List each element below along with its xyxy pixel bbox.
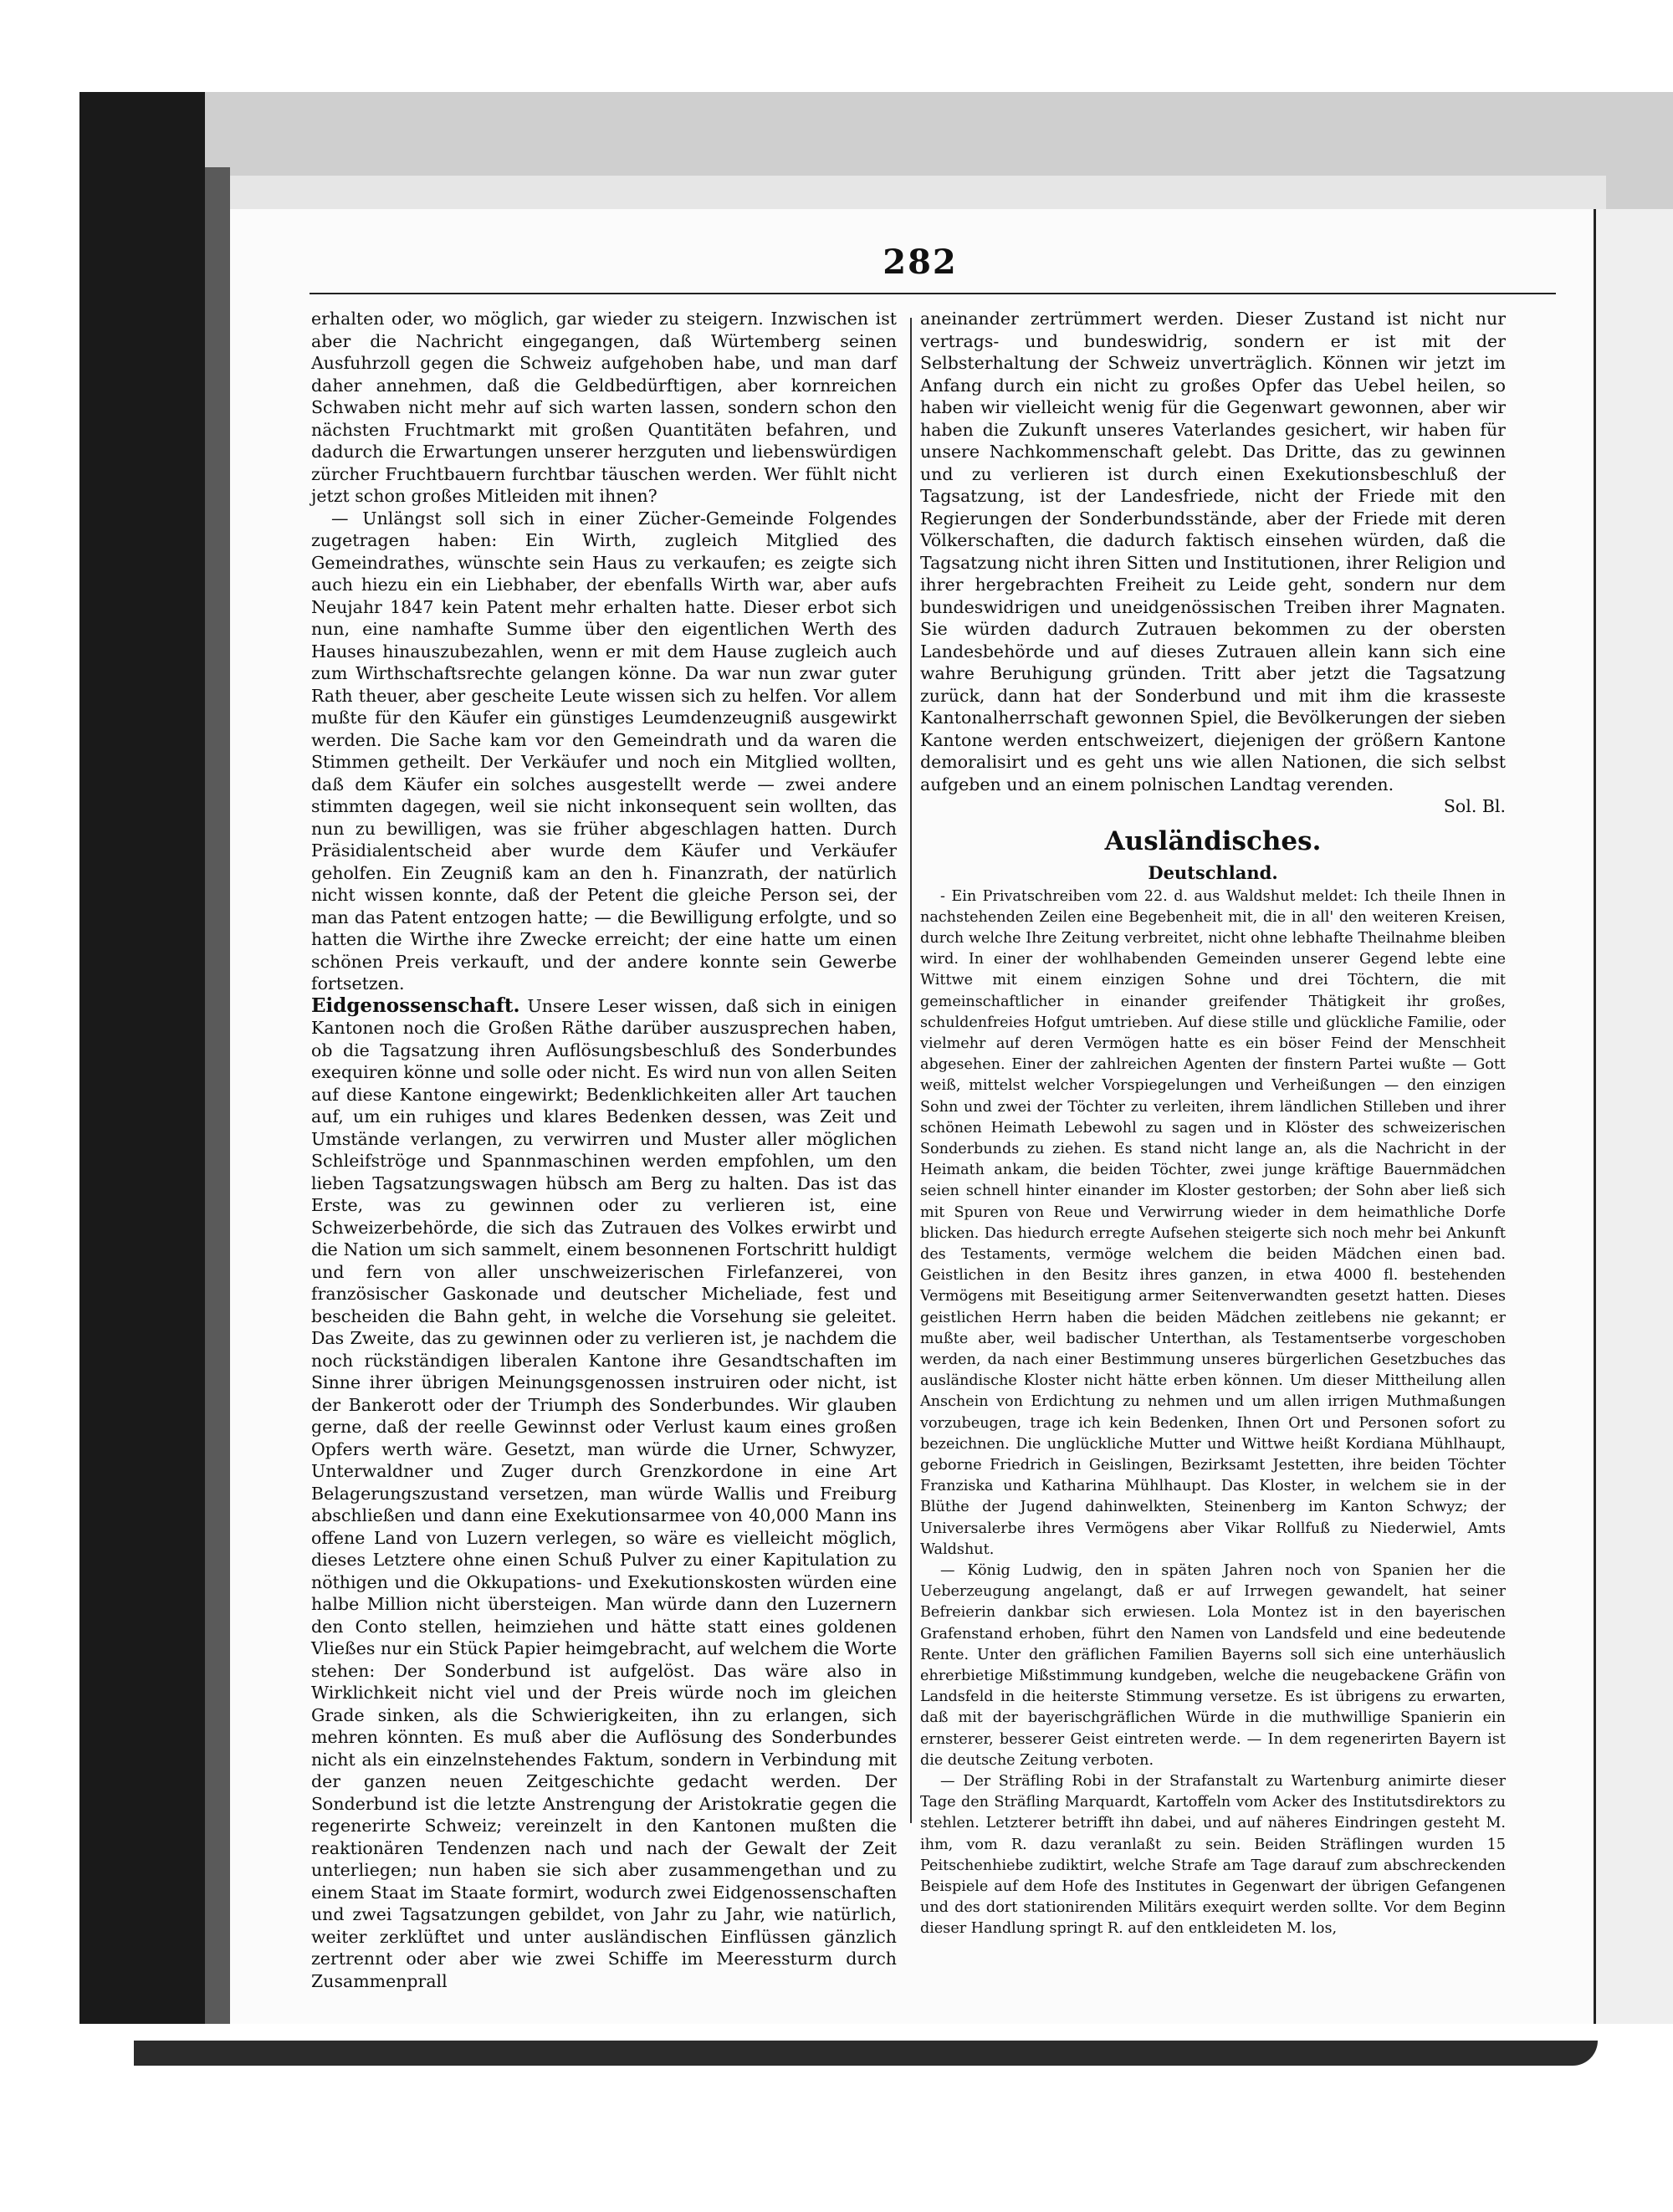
paragraph-inn-sale: — Unlängst soll sich in einer Zücher-Gemeinde Folgendes zugetragen haben: Ein Wirth, zugleich Mitglied des Gemeindrathes, wünschte sein Haus zu verkaufen; es zeigte sich auch hiezu ein ein Liebhaber, der ebenfalls Wirth war, aber aufs Neujahr 1847 kein Patent mehr erhalten hatte. Dieser erbot sich nun, eine namhafte Summe über den eigentlichen Werth des Hauses hinauszubezahlen, wenn er mit dem Hause zugleich auch zum Wirthschaftsrechte gelangen könne. Da war nun zwar guter Rath theuer, aber gescheite Leute wissen sich zu helfen. Vor allem mußte für den Käufer ein günstiges Leumdenzeugniß ausgewirkt werden. Die Sache kam vor den Gemeindrath und da waren die Stimmen getheilt. Der Verkäufer und noch ein Mitglied wollten, daß dem Käufer ein solches ausgestellt werde — zwei andere stimmten dagegen, weil sie nicht inkonsequent sein wollten, das nun zu bewilligen, was sie früher abgeschlagen hatten. Durch Präsidialentscheid aber wurde dem Käufer und Verkäufer geholfen. Ein Zeugniß kam an den h. Finanzrath, der natürlich nicht wissen konnte, daß der Petent die gleiche Person sei, der man das Patent entzogen hatte; — die Bewilligung erfolgte, und so hatten die Wirthe ihre Zwecke erreicht; der eine hatte um einen schönen Preis verkauft, und der andere konnte sein Gewerbe fortsetzen. [311, 508, 897, 994]
subsection-title-deutschland: Deutschland. [1148, 861, 1278, 883]
next-page-edge [1594, 209, 1673, 2041]
section-text-eidgenossenschaft: Unsere Leser wissen, daß sich in einigen Kantonen noch die Großen Räthe darüber auszusprechen haben, ob die Tagsatzung ihren Auflösungsbeschluß des Sonderbundes exequiren könne und solle oder nicht. Es wird nun von allen Seiten auf diese Kantone eingewirkt; Bedenklichkeiten aller Art tauchen auf, um ein ruhiges und klares Bedenken dessen, was Zeit und Umstände verlangen, zu verwirren und Muster aller möglichen Schleifströge und Spannmaschinen werden empfohlen, um den lieben Tagsatzungswagen hübsch am Berg zu halten. Das ist das Erste, was zu gewinnen oder zu verlieren ist, eine Schweizerbehörde, die sich das Zutrauen des Volkes erwirbt und die Nation um sich sammelt, einem besonnenen Fortschritt huldigt und fern von aller unschweizerischen Firlefanzerei, von französischer Gaskonade und deutscher Micheliade, fest und bescheiden die Bahn geht, in welche die Vorsehung sie geleitet. Das Zweite, das zu gewinnen oder zu verlieren ist, je nachdem die noch rückständigen liberalen Kantone ihre Gesandtschaften im Sinne ihrer übrigen Meinungsgenossen instruiren oder nicht, ist der Bankerott oder der Triumph des Sonderbundes. Wir glauben gerne, daß der reelle Gewinnst oder Verlust kaum eines großen Opfers werth wäre. Gesetzt, man würde die Urner, Schwyzer, Unterwaldner und Zuger durch Grenzkordone in eine Art Belagerungszustand versetzen, man würde Wallis und Freiburg abschließen und dann eine Exekutionsarmee von 40,000 Mann ins offene Land von Luzern verlegen, so wäre es vielleicht möglich, dieses Letztere ohne einen Schuß Pulver zu einer Kapitulation zu nöthigen und die Okkupations- und Exekutionskosten würden eine halbe Million nicht übersteigen. Man würde dann den Luzernern den Conto stellen, heimziehen und hätte statt eines goldenen Vließes nur ein Stück Papier heimgebracht, auf welchem die Worte stehen: Der Sonderbund ist aufgelöst. Das wäre also in Wirklichkeit nicht viel und der Preis würde noch im gleichen Grade sinken, als die Schwierigkeiten, ihn zu erlangen, sich mehren könnten. Es muß aber die Auflösung des Sonderbundes nicht als ein einzelnstehendes Faktum, sondern in Verbindung mit der ganzen neuen Zeitgeschichte gedacht werden. Der Sonderbund ist die letzte Anstrengung der Aristokratie gegen die regenerirte Schweiz; vereinzelt in den Kantonen mußten die reaktionären Tendenzen nach und nach der Gewalt der Zeit unterliegen; nun haben sie sich aber zusammengethan und zu einem Staat im Staate formirt, wodurch zwei Eidgenossenschaften und zwei Tagsatzungen gebildet, von Jahr zu Jahr, wie natürlich, weiter zerklüftet und unter ausländischen Einflüssen gänzlich zertrennt oder aber wie zwei Schiffe im Meeressturm durch Zusammenprall [311, 995, 897, 1991]
article-signature: Sol. Bl. [1443, 796, 1506, 816]
sonderbund-text: aneinander zertrümmert werden. Dieser Zustand ist nicht nur vertrags- und bundeswidrig, sondern er ist mit der Selbsterhaltung der Schweiz unverträglich. Können wir jetzt im Anfang durch ein nicht zu großes Opfer das Uebel heilen, so haben wir vielleicht wenig für die Gegenwart gewonnen, aber wir haben die Zukunft unseres Vaterlandes gesichert, wir haben für unsere Nachkommenschaft gelebt. Das Dritte, das zu gewinnen und zu verlieren ist durch einen Exekutionsbeschluß der Tagsatzung, ist der Landesfriede, nicht der Friede mit den Regierungen der Sonderbundsstände, aber der Friede mit deren Völkerschaften, die dadurch faktisch einsehen würden, daß die Tagsatzung nicht ihren Sitten und Institutionen, ihrer Religion und ihrer hergebrachten Freiheit zu Leide geht, sondern nur dem bundeswidrigen und uneidgenössischen Treiben ihrer Magnaten. Sie würden dadurch Zutrauen bekommen zu der obersten Landesbehörde und auf dieses Zutrauen allein kann sich eine wahre Beruhigung gründen. Tritt aber jetzt die Tagsatzung zurück, dann hat der Sonderbund und mit ihm die krasseste Kantonalherrschaft gewonnen Spiel, die Bevölkerungen der sieben Kantone werden entschweizert, diejenigen der größern Kantone demoralisirt und es geht uns wie allen Nationen, die sich selbst aufgeben und an einem polnischen Landtag verenden. [920, 309, 1506, 794]
page-bottom-edge [134, 2041, 1598, 2066]
binding-shadow [205, 167, 230, 2091]
news-item-lola-montez: — König Ludwig, den in späten Jahren noch von Spanien her die Ueberzeugung angelangt, daß er auf Irrwegen gewandelt, hat seiner Befreierin dankbar sich erwiesen. Lola Montez ist in den bayerischen Grafenstand erhoben, führt den Namen von Landsfeld und eine bedeutende Rente. Unter den gräflichen Familien Bayerns soll sich eine unterhäuslich ehrerbietige Mißstimmung kundgeben, welche die neugebackene Gräfin von Landsfeld in die heiterste Stimmung versetze. Es ist übrigens zu erwarten, daß mit der bayerischgräflichen Würde in die muthwillige Spanierin ein ernsterer, besserer Geist eintreten werde. — In dem regenerirten Bayern ist die deutsche Zeitung verboten. [920, 1562, 1506, 1769]
section-title-auslaendisches: Ausländisches. [1104, 825, 1322, 856]
header-rule [310, 293, 1556, 294]
right-column [920, 308, 1506, 1940]
book-binding [79, 92, 205, 2099]
paragraph-sonderbund-continued [920, 308, 1506, 818]
news-item-waldshut: - Ein Privatschreiben vom 22. d. aus Waldshut meldet: Ich theile Ihnen in nachstehenden Zeilen eine Begebenheit mit, die in all' den weiteren Kreisen, durch welche Ihre Zeitung verbreitet, nicht ohne lebhafte Theilnahme bleiben wird. In einer der wohlhabenden Gemeinden unserer Gegend lebte eine Wittwe mit einem einzigen Sohne und drei Töchtern, die mit gemeinschaftlicher in einander greifender Thätigkeit ihr großes, schuldenfreies Hofgut umtrieben. Auf diese stille und glückliche Familie, oder vielmehr auf deren Vermögen hatte es ein böser Feind der Menschheit abgesehen. Einer der zahlreichen Agenten der finstern Partei wußte — Gott weiß, mittelst welcher Vorspiegelungen und Verheißungen — den einzigen Sohn und zwei der Töchter zu verleiten, ihrem ländlichen Stilleben und ihrer schönen Heimath Lebewohl zu sagen und in Klöster des schweizerischen Sonderbunds zu ziehen. Es stand nicht lange an, als die Nachricht in der Heimath ankam, die beiden Töchter, zwei junge kräftige Bauernmädchen seien schnell hinter einander im Kloster gestorben; der Sohn aber ließ sich mit Spuren von Reue und Verwirrung wieder in dem heimathliche Dorfe blicken. Das hiedurch erregte Aufsehen steigerte sich noch mehr bei Ankunft des Testaments, vermöge welchem die beiden Mädchen einen bad. Geistlichen in den Besitz ihres ganzen, in etwa 4000 fl. bestehenden Vermögens mit Beseitigung armer Seitenverwandten gesetzt hatten. Dieses geistlichen Herrn haben die beiden Mädchen zeitlebens nie gekannt; er mußte aber, weil badischer Unterthan, als Testamentserbe vorgeschoben werden, da nach einer Bestimmung unseres bürgerlichen Gesetzbuches das ausländische Kloster nicht hätte erben können. Um dieser Mittheilung allen Anschein von Erdichtung zu nehmen und um allen irrigen Muthmaßungen vorzubeugen, trage ich kein Bedenken, Ihnen Ort und Personen sofort zu bezeichnen. Die unglückliche Mutter und Wittwe heißt Kordiana Mühlhaupt, geborne Friedrich in Geislingen, Bezirksamt Jestetten, ihre beiden Töchter Franziska und Katharina Mühlhaupt. Das Kloster, in welchem sie in der Blüthe der Jugend dahinwelkten, Steinenberg im Kanton Schwyz; der Universalerbe ihres Vermögens aber Vikar Rollfuß zu Niederwiel, Amts Waldshut. [920, 887, 1506, 1558]
page-top-shadow [184, 176, 1606, 209]
section-title-eidgenossenschaft: Eidgenossenschaft. [311, 994, 520, 1017]
paragraph-grain-market: erhalten oder, wo möglich, gar wieder zu steigern. Inzwischen ist aber die Nachricht eingegangen, daß Würtemberg seinen Ausfuhrzoll gegen die Schweiz aufgehoben habe, und man darf daher annehmen, daß die Geldbedürftigen, aber kornreichen Schwaben nicht mehr auf sich warten lassen, sondern schon den nächsten Fruchtmarkt mit großen Quantitäten befahren, und dadurch die Erwartungen unserer herzguten und liebenswürdigen zürcher Fruchtbauern furchtbar täuschen werden. Wer fühlt nicht jetzt schon großes Mitleiden mit ihnen? [311, 309, 897, 506]
left-column [311, 308, 897, 1992]
scan-margin-left [0, 0, 79, 2212]
news-item-wartenburg: — Der Sträfling Robi in der Strafanstalt zu Wartenburg animirte dieser Tage den Sträfling Marquardt, Kartoffeln vom Acker des Institutsdirektors zu stehlen. Letzterer betrifft ihn dabei, und auf näheres Eindringen gesteht M. ihm, vom R. dazu veranlaßt zu sein. Beiden Sträflingen wurden 15 Peitschenhiebe zudiktirt, welche Strafe am Tage darauf zum abschreckenden Beispiele auf dem Hofe des Institutes in Gegenwart der übrigen Gefangenen und des dort stationirenden Militärs exequirt werden sollte. Vor dem Beginn dieser Handlung springt R. auf den entkleideten M. los, [920, 1773, 1506, 1938]
page-number: 282 [883, 243, 958, 282]
paragraph-eidgenossenschaft [311, 995, 897, 1993]
column-divider [910, 318, 912, 1823]
